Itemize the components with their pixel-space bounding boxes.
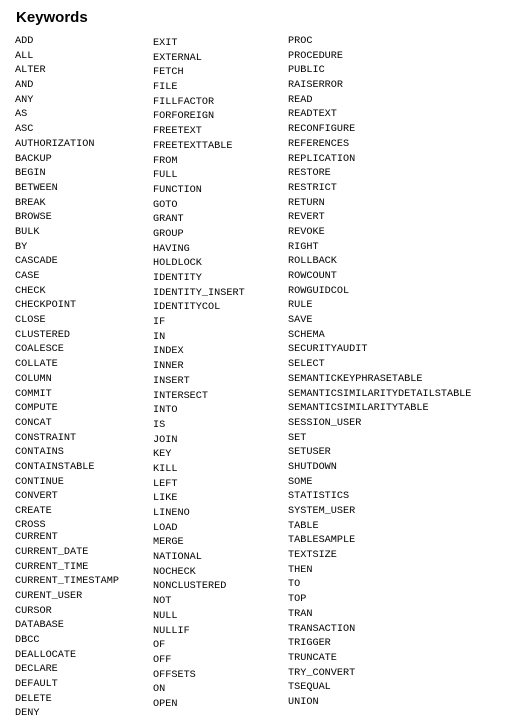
keyword-item: CASE: [15, 271, 40, 282]
keyword-item: TRANSACTION: [288, 623, 356, 635]
keyword-item: GRANT: [153, 214, 184, 226]
keyword-item: PUBLIC: [288, 65, 325, 77]
keyword-item: CURENT_USER: [15, 590, 83, 602]
keyword-item: OF: [153, 640, 166, 652]
keyword-item: INNER: [153, 361, 184, 373]
keyword-item: AS: [15, 109, 28, 121]
keyword-item: DATABASE: [15, 620, 64, 632]
keyword-item: NONCLUSTERED: [153, 581, 227, 593]
keyword-item: JOIN: [153, 434, 178, 446]
keyword-item: SCHEMA: [288, 329, 325, 341]
keyword-item: THEN: [288, 564, 313, 576]
keyword-item: REVOKE: [288, 226, 325, 238]
keyword-item: CURSOR: [15, 605, 52, 617]
keyword-item: TO: [288, 579, 301, 591]
keyword-item: COLLATE: [15, 359, 58, 371]
keyword-item: CONCAT: [15, 417, 52, 429]
keyword-item: TRY_CONVERT: [288, 667, 356, 679]
keyword-item: SELECT: [288, 359, 325, 371]
keyword-item: EXIT: [153, 38, 178, 49]
keyword-column-2: [153, 37, 245, 713]
keyword-item: OFF: [153, 654, 172, 666]
keyword-item: IDENTITY: [153, 273, 202, 284]
keyword-item: CURRENT_DATE: [15, 546, 89, 558]
keyword-item: CREATE: [15, 506, 52, 517]
keyword-item: TABLESAMPLE: [288, 535, 356, 547]
keyword-item: TRIGGER: [288, 638, 331, 650]
keyword-item: FETCH: [153, 67, 184, 79]
keyword-item: FORFOREIGN: [153, 111, 215, 123]
keyword-item: COALESCE: [15, 344, 64, 356]
keyword-item: BROWSE: [15, 212, 52, 224]
keyword-item: SEMANTICSIMILARITYTABLE: [288, 403, 429, 415]
keyword-item: DEFAULT: [15, 679, 58, 691]
keyword-item: NOT: [153, 596, 172, 608]
keyword-item: IDENTITYCOL: [153, 302, 221, 314]
keyword-item: NATIONAL: [153, 552, 202, 564]
keyword-item: AUTHORIZATION: [15, 138, 95, 150]
keyword-item: READTEXT: [288, 109, 337, 121]
keyword-item: CLUSTERED: [15, 329, 71, 341]
keyword-item: UNION: [288, 696, 319, 708]
keyword-item: RULE: [288, 300, 313, 312]
keyword-item: SEMANTICSIMILARITYDETAILSTABLE: [288, 388, 472, 400]
keyword-item: KILL: [153, 463, 178, 475]
keyword-item: SET: [288, 432, 307, 444]
keyword-item: INTO: [153, 405, 178, 417]
keyword-item: FREETEXTTABLE: [153, 140, 233, 152]
keyword-item: BREAK: [15, 197, 46, 209]
keyword-item: COMMIT: [15, 388, 52, 400]
keyword-item: TRUNCATE: [288, 652, 337, 664]
keyword-item: PROCEDURE: [288, 50, 344, 62]
keyword-item: INDEX: [153, 346, 184, 358]
keyword-item: LOAD: [153, 522, 178, 534]
keyword-item: CURRENT: [15, 532, 58, 544]
keyword-item: FROM: [153, 155, 178, 167]
keyword-item: REFERENCES: [288, 138, 350, 150]
keyword-item: TEXTSIZE: [288, 550, 337, 562]
keyword-item: LEFT: [153, 478, 178, 490]
keyword-item: ASC: [15, 124, 34, 136]
keyword-item: RESTORE: [288, 168, 331, 180]
keyword-item: FREETEXT: [153, 126, 202, 138]
keyword-item: RETURN: [288, 197, 325, 209]
keyword-item: CLOSE: [15, 315, 46, 327]
keyword-item: READ: [288, 94, 313, 106]
keyword-item: CURRENT_TIME: [15, 561, 89, 573]
keyword-item: ROWCOUNT: [288, 271, 337, 282]
keyword-item: OFFSETS: [153, 669, 196, 681]
keyword-item: SECURITYAUDIT: [288, 344, 368, 356]
keyword-item: REVERT: [288, 212, 325, 224]
keyword-item: GROUP: [153, 228, 184, 240]
keyword-item: RIGHT: [288, 241, 319, 253]
keyword-item: DEALLOCATE: [15, 649, 77, 661]
keyword-item: FUNCTION: [153, 184, 202, 196]
keyword-item: FULL: [153, 170, 178, 182]
keyword-item: ANY: [15, 94, 34, 106]
keyword-item: SETUSER: [288, 447, 331, 459]
keyword-item: CONSTRAINT: [15, 432, 77, 444]
keyword-item: TSEQUAL: [288, 682, 331, 694]
keyword-item: DELETE: [15, 693, 52, 705]
keyword-item: NOCHECK: [153, 566, 196, 578]
keyword-item: IN: [153, 331, 166, 343]
keyword-column-1: [15, 35, 119, 722]
keyword-item: ON: [153, 684, 166, 696]
keyword-item: FILLFACTOR: [153, 96, 215, 108]
keyword-item: IDENTITY_INSERT: [153, 287, 245, 299]
keyword-item: COLUMN: [15, 373, 52, 385]
keyword-item: NULLIF: [153, 625, 190, 637]
keyword-item: STATISTICS: [288, 491, 350, 503]
keyword-item: SESSION_USER: [288, 417, 362, 429]
keyword-item: CONTINUE: [15, 476, 64, 488]
keyword-item: BULK: [15, 226, 40, 238]
keyword-item: RESTRICT: [288, 182, 337, 194]
keyword-item: ROWGUIDCOL: [288, 285, 350, 297]
keyword-item: INTERSECT: [153, 390, 209, 402]
keyword-item: SHUTDOWN: [288, 461, 337, 473]
keyword-item: LINENO: [153, 508, 190, 519]
keyword-item: SYSTEM_USER: [288, 506, 356, 517]
keyword-item: REPLICATION: [288, 153, 356, 165]
keyword-item: RAISERROR: [288, 80, 344, 92]
keyword-item: ALL: [15, 50, 34, 62]
keyword-item: CONTAINS: [15, 447, 64, 459]
keyword-item: SOME: [288, 476, 313, 488]
keyword-item: CONTAINSTABLE: [15, 461, 95, 473]
keyword-item: FILE: [153, 82, 178, 94]
keyword-item: IF: [153, 317, 166, 329]
keyword-item: EXTERNAL: [153, 52, 202, 64]
keyword-item: HAVING: [153, 243, 190, 255]
keyword-item: CASCADE: [15, 256, 58, 268]
keyword-item: SEMANTICKEYPHRASETABLE: [288, 373, 423, 385]
keyword-item: RECONFIGURE: [288, 124, 356, 136]
keyword-item: ADD: [15, 36, 34, 47]
keyword-item: CROSS: [15, 519, 46, 531]
keyword-item: KEY: [153, 449, 172, 461]
keyword-item: TABLE: [288, 520, 319, 532]
keyword-item: BACKUP: [15, 153, 52, 165]
keyword-item: MERGE: [153, 537, 184, 549]
keyword-item: SAVE: [288, 315, 313, 327]
keyword-item: LIKE: [153, 493, 178, 505]
keyword-item: CONVERT: [15, 491, 58, 503]
keyword-item: GOTO: [153, 199, 178, 211]
keyword-item: CHECKPOINT: [15, 300, 77, 312]
keyword-item: TRAN: [288, 608, 313, 620]
keyword-item: ALTER: [15, 65, 46, 77]
keyword-item: OPEN: [153, 698, 178, 710]
keyword-item: CHECK: [15, 285, 46, 297]
keyword-item: TOP: [288, 594, 307, 606]
keyword-item: BY: [15, 241, 28, 253]
keyword-item: COMPUTE: [15, 403, 58, 415]
keyword-item: CURRENT_TIMESTAMP: [15, 576, 119, 588]
keyword-item: ROLLBACK: [288, 256, 337, 268]
keyword-item: DBCC: [15, 635, 40, 646]
keyword-item: DENY: [15, 708, 40, 720]
keyword-column-3: [288, 35, 471, 711]
keyword-item: PROC: [288, 36, 313, 47]
keyword-item: DECLARE: [15, 664, 58, 676]
keyword-item: INSERT: [153, 375, 190, 387]
keyword-item: IS: [153, 419, 166, 431]
page-title: Keywords: [16, 9, 88, 26]
keyword-item: BETWEEN: [15, 182, 58, 194]
keyword-item: HOLDLOCK: [153, 258, 202, 270]
keyword-item: AND: [15, 80, 34, 92]
keyword-item: NULL: [153, 610, 178, 622]
keyword-item: BEGIN: [15, 168, 46, 180]
